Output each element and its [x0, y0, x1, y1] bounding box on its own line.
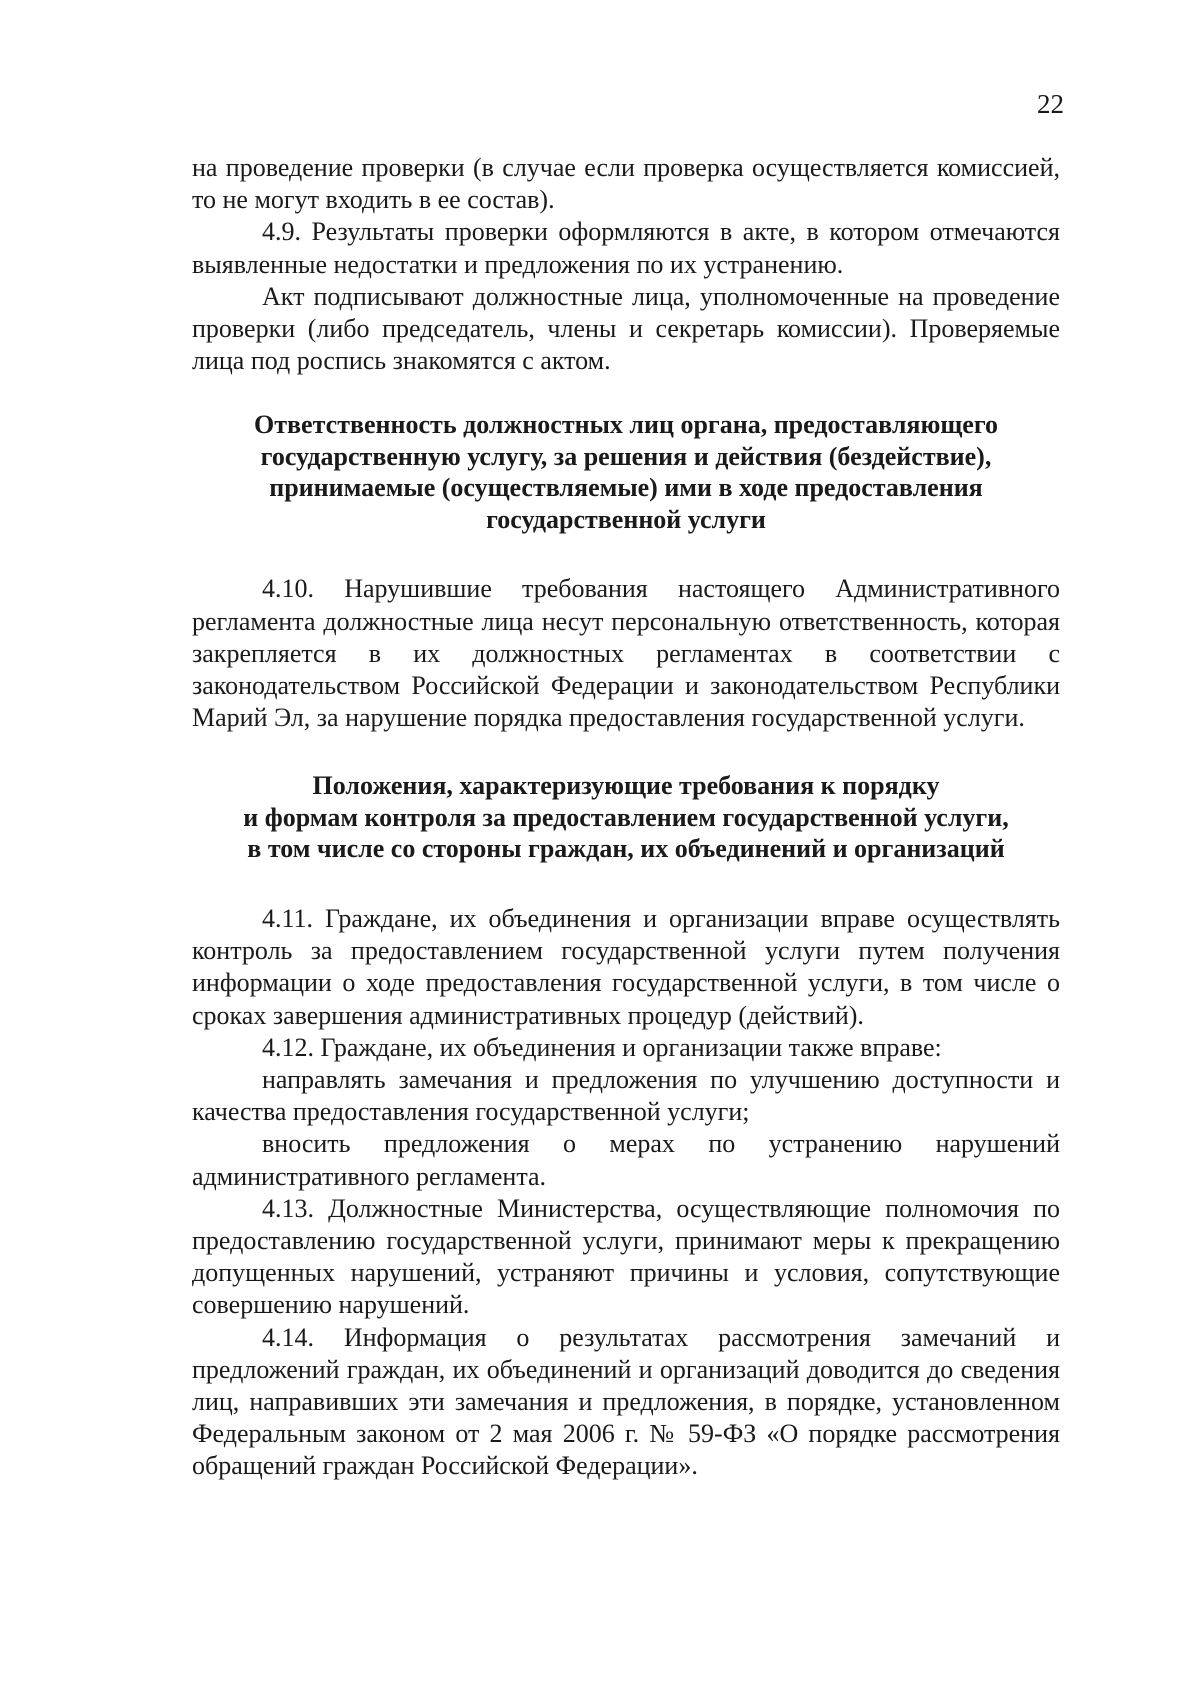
- section-heading: [192, 770, 1060, 865]
- section-heading-line: в том числе со стороны граждан, их объединений и организаций: [247, 834, 1005, 864]
- paragraph: 4.14. Информация о результатах рассмотрения замечаний и предложений граждан, их объединений и организаций доводится до сведения лиц, направивших эти замечания и предложения, в порядке, установленном Федеральным законом от 2 мая 2006 г. № 59-ФЗ «О порядке рассмотрения обращений граждан Российской Федерации».: [192, 1322, 1060, 1481]
- section-heading-line: принимаемые (осуществляемые) ими в ходе предоставления: [269, 473, 983, 503]
- section-heading-line: государственную услугу, за решения и действия (бездействие),: [260, 441, 992, 471]
- paragraph: направлять замечания и предложения по улучшению доступности и качества предоставления государственной услуги;: [192, 1064, 1060, 1127]
- paragraph: на проведение проверки (в случае если проверка осуществляется комиссией, то не могут входить в ее состав).: [192, 153, 1060, 215]
- section-heading-line: государственной услуги: [486, 504, 766, 534]
- paragraph: 4.10. Нарушившие требования настоящего Административного регламента должностные лица несут персональную ответственность, которая закрепляется в их должностных регламентах в соответствии с законодательством Российской Федерации и законодательством Республики Марий Эл, за нарушение порядка предоставления государственной услуги.: [192, 574, 1060, 733]
- paragraph: 4.9. Результаты проверки оформляются в акте, в котором отмечаются выявленные недостатки и предложения по их устранению.: [192, 217, 1060, 279]
- paragraph: Акт подписывают должностные лица, уполномоченные на проведение проверки (либо председатель, члены и секретарь комиссии). Проверяемые лица под роспись знакомятся с актом.: [192, 281, 1060, 376]
- paragraph: 4.12. Граждане, их объединения и организации также вправе:: [262, 1032, 942, 1062]
- section-heading-line: Ответственность должностных лиц органа, предоставляющего: [254, 410, 998, 440]
- paragraph: 4.13. Должностные Министерства, осуществляющие полномочия по предоставлению государственной услуги, принимают меры к прекращению допущенных нарушений, устраняют причины и условия, сопутствующие совершению нарушений.: [192, 1193, 1060, 1320]
- page-number: 22: [1037, 89, 1064, 119]
- paragraph: вносить предложения о мерах по устранению нарушений административного регламента.: [192, 1129, 1060, 1191]
- section-heading-line: Положения, характеризующие требования к порядку: [312, 771, 940, 801]
- section-heading-line: и формам контроля за предоставлением государственной услуги,: [243, 802, 1009, 832]
- section-heading: [192, 409, 1060, 535]
- document-body: [192, 152, 1060, 1483]
- paragraph: 4.11. Граждане, их объединения и организации вправе осуществлять контроль за предоставлением государственной услуги путем получения информации о ходе предоставления государственной услуги, в том числе о сроках завершения административных процедур (действий).: [192, 903, 1060, 1030]
